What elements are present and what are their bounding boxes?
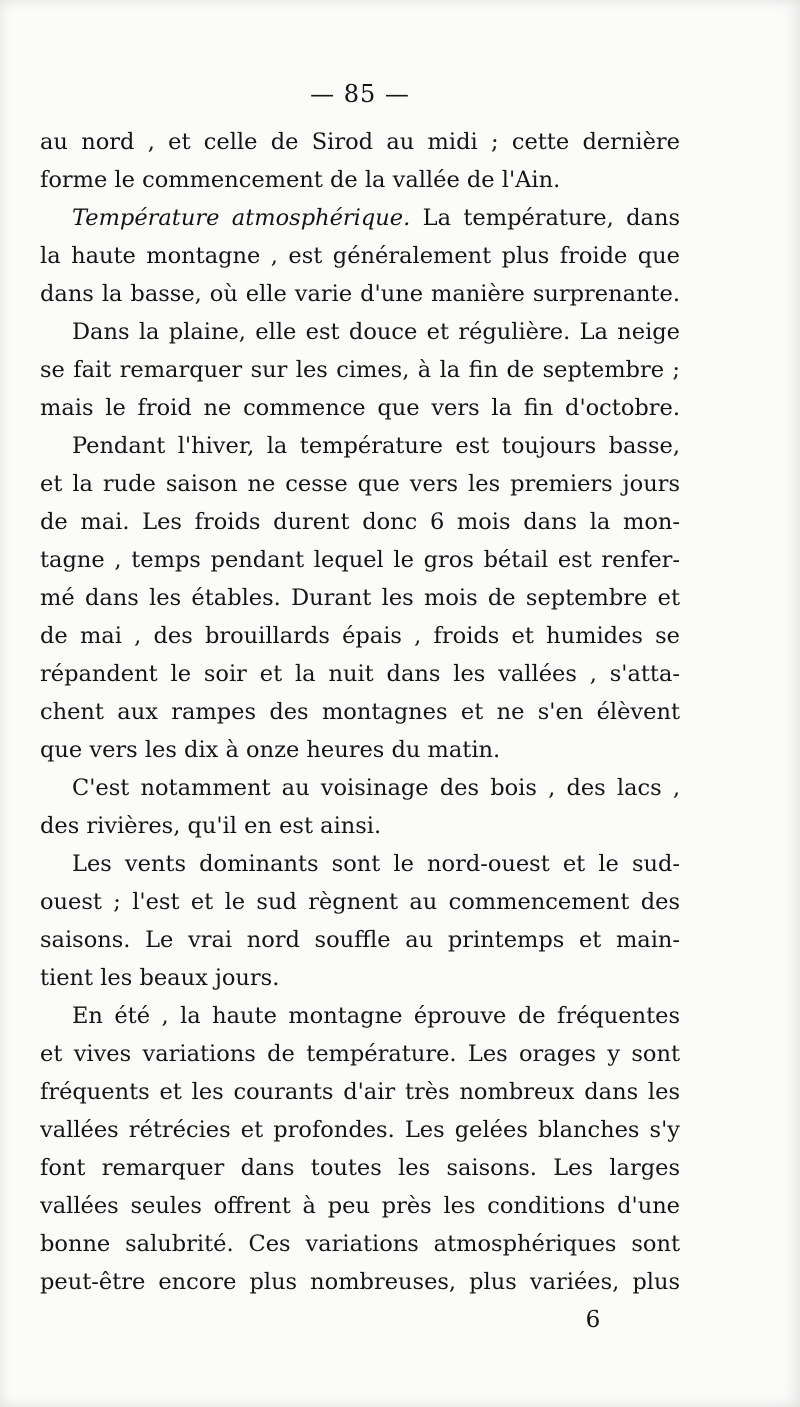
signature-mark: 6 <box>585 1307 601 1333</box>
text-line: répandent le soir et la nuit dans les vallées , s'atta- <box>40 661 680 687</box>
text-line: que vers les dix à onze heures du matin. <box>40 737 501 763</box>
text-line: des rivières, qu'il en est ainsi. <box>40 813 382 839</box>
text-line: tient les beaux jours. <box>40 965 280 991</box>
text-line: fréquents et les courants d'air très nombreux dans les <box>40 1079 680 1105</box>
text-line: forme le commencement de la vallée de l'Ain. <box>40 167 561 193</box>
text-line: Dans la plaine, elle est douce et régulière. La neige <box>72 319 680 345</box>
text-line: mais le froid ne commence que vers la fin d'octobre. <box>40 395 680 421</box>
text-line: vallées rétrécies et profondes. Les gelées blanches s'y <box>40 1117 680 1143</box>
text-line: se fait remarquer sur les cimes, à la fin de septembre ; <box>40 357 680 383</box>
text-line: mé dans les étables. Durant les mois de septembre et <box>40 585 680 611</box>
text-line: la haute montagne , est généralement plus froide que <box>40 243 680 269</box>
text-line-rest: La température, dans <box>422 205 680 231</box>
text-line: bonne salubrité. Ces variations atmosphériques sont <box>40 1231 680 1257</box>
text-line: ouest ; l'est et le sud règnent au commencement des <box>40 889 680 915</box>
text-line: C'est notamment au voisinage des bois , des lacs , <box>72 775 680 801</box>
text-line: font remarquer dans toutes les saisons. Les larges <box>40 1155 680 1181</box>
text-line: peut-être encore plus nombreuses, plus variées, plus <box>40 1269 680 1295</box>
text-line: tagne , temps pendant lequel le gros bétail est renfer- <box>40 547 680 573</box>
text-line: et vives variations de température. Les orages y sont <box>40 1041 680 1067</box>
text-line: de mai. Les froids durent donc 6 mois dans la mon- <box>40 509 680 535</box>
text-line: de mai , des brouillards épais , froids et humides se <box>40 623 680 649</box>
text-line: vallées seules offrent à peu près les conditions d'une <box>40 1193 680 1219</box>
text-line: et la rude saison ne cesse que vers les premiers jours <box>40 471 680 497</box>
text-line: au nord , et celle de Sirod au midi ; cette dernière <box>40 129 680 155</box>
text-line <box>72 199 680 237</box>
section-heading: Température atmosphérique. <box>72 205 411 231</box>
text-line: chent aux rampes des montagnes et ne s'en élèvent <box>40 699 680 725</box>
text-line: En été , la haute montagne éprouve de fréquentes <box>72 1003 680 1029</box>
text-line: Pendant l'hiver, la température est toujours basse, <box>72 433 680 459</box>
page-number-header: — 85 — <box>310 80 410 108</box>
text-line: saisons. Le vrai nord souffle au printemps et main- <box>40 927 680 953</box>
text-line: Les vents dominants sont le nord-ouest et le sud- <box>72 851 680 877</box>
text-line: dans la basse, où elle varie d'une manière surprenante. <box>40 281 680 307</box>
